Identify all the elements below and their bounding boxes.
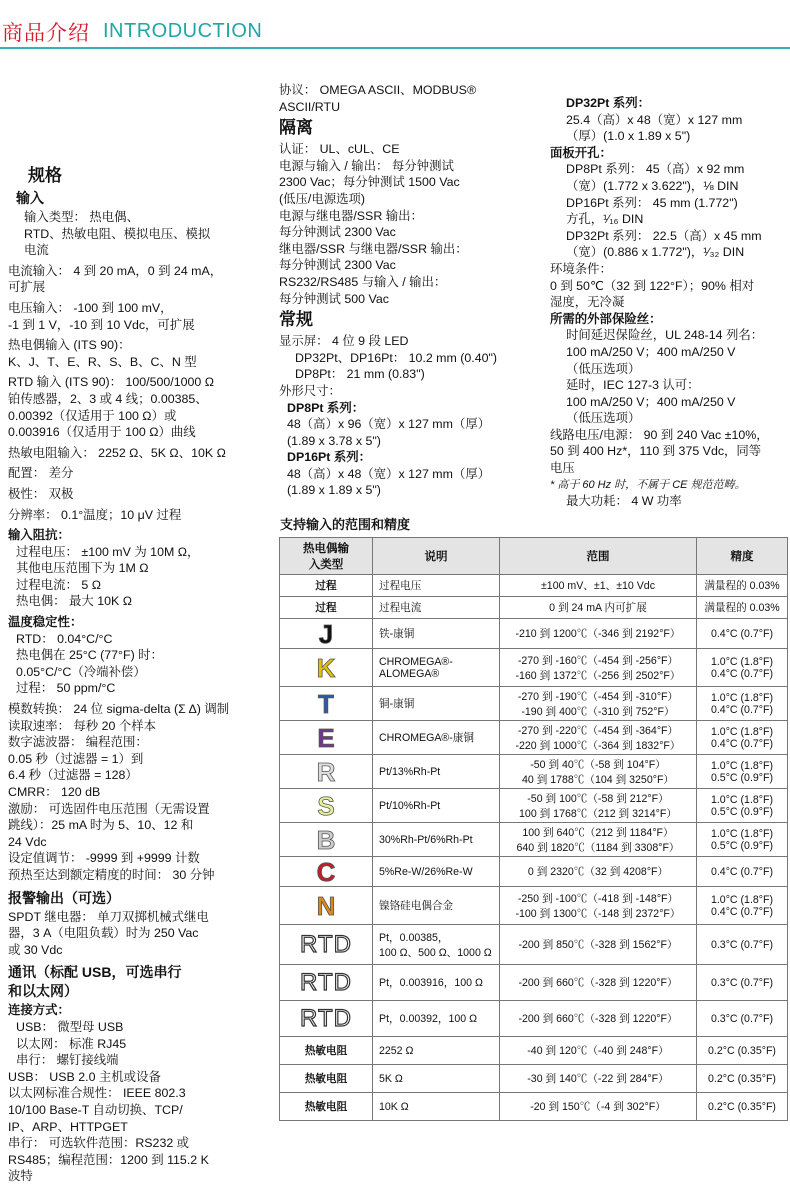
type-label: RTD <box>300 930 352 958</box>
cell-desc: 10K Ω <box>373 1093 500 1121</box>
environment: 环境条件： 0 到 50℃（32 到 122°F）；90% 相对 湿度，无冷凝 <box>550 261 755 310</box>
cell-type <box>280 965 373 1001</box>
cutout-dp8: DP8Pt 系列： 45（高）x 92 mm （宽）(1.772 x 3.622")，⅛ DIN <box>566 162 745 193</box>
table-row <box>280 857 788 887</box>
cell-desc: 30%Rh-Pt/6%Rh-Pt <box>373 823 500 857</box>
cell-range: -270 到 -220℃（-454 到 -364°F） -220 到 1000℃（-364 到 1832°F） <box>500 721 697 755</box>
certification: 认证： UL、cUL、CE <box>279 142 400 157</box>
cmrr: CMRR： 120 dB <box>8 785 101 799</box>
input-type: 输入类型： 热电偶、 RTD、热敏电阻、模拟电压、模拟 电流 <box>24 210 211 258</box>
cell-type <box>280 789 373 823</box>
cell-accuracy: 0.3°C (0.7°F) <box>697 925 788 965</box>
header-range: 范围 <box>500 538 697 575</box>
cell-range: -200 到 660℃（-328 到 1220°F） <box>500 965 697 1001</box>
thermistor-input: 热敏电阻输入： 2252 Ω、5K Ω、10K Ω <box>8 445 226 460</box>
cell-range: 100 到 640℃（212 到 1184°F） 640 到 1820℃（1184 到 3308°F） <box>500 823 697 857</box>
type-label: RTD <box>300 1004 352 1032</box>
type-label: J <box>318 618 334 649</box>
section-header <box>0 0 790 48</box>
cell-desc: 5K Ω <box>373 1065 500 1093</box>
fuse-ul: 时间延迟保险丝，UL 248-14 列名： 100 mA/250 V；400 mA/250 V （低压选项） <box>566 328 764 376</box>
display-dp8: DP8Pt： 21 mm (0.83") <box>295 367 425 382</box>
alarm-title: 报警输出（可选） <box>8 889 120 906</box>
type-label: 过程 <box>315 580 337 592</box>
cell-accuracy: 1.0°C (1.8°F) 0.4°C (0.7°F) <box>697 649 788 687</box>
cell-accuracy: 1.0°C (1.8°F) 0.4°C (0.7°F) <box>697 887 788 925</box>
input-title: 输入 <box>16 190 44 206</box>
isolation-title: 隔离 <box>279 118 313 138</box>
cell-desc: Pt/13%Rh-Pt <box>373 755 500 789</box>
cell-desc: Pt，0.00392，100 Ω <box>373 1001 500 1037</box>
cell-accuracy: 0.2°C (0.35°F) <box>697 1093 788 1121</box>
cell-desc: 过程电压 <box>373 575 500 597</box>
cell-range: -40 到 120℃（-40 到 248°F） <box>500 1037 697 1065</box>
cell-type <box>280 755 373 789</box>
type-label: R <box>316 756 336 787</box>
header-type: 热电偶输 入类型 <box>280 538 373 575</box>
configuration: 配置： 差分 <box>8 466 74 481</box>
cell-desc: 5%Re-W/26%Re-W <box>373 857 500 887</box>
footnote: * 高于 60 Hz 时，不属于 CE 规范范畴。 <box>550 478 746 491</box>
cell-type <box>280 1001 373 1037</box>
cell-accuracy: 满量程的 0.03% <box>697 575 788 597</box>
cell-type <box>280 823 373 857</box>
fuse-title: 所需的外部保险丝： <box>550 311 662 326</box>
cell-accuracy: 0.3°C (0.7°F) <box>697 965 788 1001</box>
cell-accuracy: 0.4°C (0.7°F) <box>697 619 788 649</box>
stability-title: 温度稳定性： <box>8 615 83 630</box>
isolation-relay-relay: 继电器/SSR 与继电器/SSR 输出： 每分钟测试 2300 Vac <box>279 241 468 273</box>
digital-filter: 数字滤波器： 编程范围： 0.05 秒（过滤器 = 1）到 6.4 秒（过滤器 = 128） <box>8 735 148 783</box>
type-label: S <box>317 790 335 821</box>
cutout-dp32: DP32Pt 系列： 22.5（高）x 45 mm （宽）(0.886 x 1.772")，¹⁄₃₂ DIN <box>566 228 762 260</box>
polarity: 极性： 双极 <box>8 486 74 501</box>
panel-cutout-title: 面板开孔： <box>550 145 612 160</box>
cell-range: -50 到 40℃（-58 到 104°F） 40 到 1788℃（104 到 3250°F） <box>500 755 697 789</box>
stability-rtd: RTD： 0.04°C/°C <box>16 631 113 646</box>
cell-type <box>280 721 373 755</box>
header-title-cn: 商品介绍 <box>2 21 90 45</box>
impedance-process-voltage: 过程电压： ±100 mV 为 10M Ω， 其他电压范围下为 1M Ω <box>16 544 200 576</box>
dim-dp16-title: DP16Pt 系列： <box>287 450 371 465</box>
table-row <box>280 1065 788 1093</box>
type-label: B <box>316 824 336 855</box>
adc: 模数转换： 24 位 sigma-delta (Σ Δ) 调制 <box>8 702 230 717</box>
cell-type <box>280 1093 373 1121</box>
warmup: 预热至达到额定精度的时间： 30 分钟 <box>8 867 215 882</box>
display-dp32-dp16: DP32Pt、DP16Pt： 10.2 mm (0.40") <box>295 350 498 365</box>
max-power: 最大功耗： 4 W 功率 <box>566 494 682 509</box>
table-row <box>280 575 788 597</box>
line-voltage: 线路电压/电源： 90 到 240 Vac ±10%， 50 到 400 Hz*，110 到 375 Vdc，同等 电压 <box>550 427 769 476</box>
cell-accuracy: 1.0°C (1.8°F) 0.5°C (0.9°F) <box>697 755 788 789</box>
table-row <box>280 925 788 965</box>
cell-type <box>280 597 373 619</box>
table-row <box>280 597 788 619</box>
impedance-title: 输入阻抗： <box>8 528 70 543</box>
cell-accuracy: 1.0°C (1.8°F) 0.5°C (0.9°F) <box>697 823 788 857</box>
range-accuracy-table <box>279 537 788 1121</box>
table-row <box>280 687 788 721</box>
cell-type <box>280 1037 373 1065</box>
spdt-relay: SPDT 继电器： 单刀双掷机械式继电 器，3 A（电阻负载）时为 250 Vac 或 30 Vdc <box>8 909 209 957</box>
cell-accuracy: 1.0°C (1.8°F) 0.4°C (0.7°F) <box>697 687 788 721</box>
cell-desc: Pt/10%Rh-Pt <box>373 789 500 823</box>
table-row <box>280 823 788 857</box>
cell-accuracy: 1.0°C (1.8°F) 0.5°C (0.9°F) <box>697 789 788 823</box>
impedance-process-current: 过程电流： 5 Ω <box>16 577 101 592</box>
connection-serial: 串行： 螺钉接线端 <box>16 1053 119 1068</box>
cutout-dp16: DP16Pt 系列： 45 mm (1.772") 方孔，¹⁄₁₆ DIN <box>566 195 738 227</box>
table-row <box>280 619 788 649</box>
header-accuracy: 精度 <box>697 538 788 575</box>
table-row <box>280 789 788 823</box>
impedance-thermocouple: 热电偶： 最大 10K Ω <box>16 594 132 609</box>
ethernet-compliance: 以太网标准合规性： IEEE 802.3 10/100 Base-T 自动切换、TCP/ IP、ARP、HTTPGET <box>8 1086 186 1134</box>
cell-accuracy: 0.4°C (0.7°F) <box>697 857 788 887</box>
voltage-input: 电压输入： -100 到 100 mV， -1 到 1 V，-10 到 10 Vdc，可扩展 <box>8 300 195 332</box>
cell-desc: CHROMEGA®- ALOMEGA® <box>373 649 500 687</box>
cell-accuracy: 0.2°C (0.35°F) <box>697 1037 788 1065</box>
cell-desc: CHROMEGA®-康铜 <box>373 721 500 755</box>
cell-accuracy: 0.3°C (0.7°F) <box>697 1001 788 1037</box>
cell-range: -200 到 660℃（-328 到 1220°F） <box>500 1001 697 1037</box>
dim-dp8: 48（高）x 96（宽）x 127 mm（厚） (1.89 x 3.78 x 5") <box>287 417 491 448</box>
excitation: 激励： 可选固件电压范围（无需设置 跳线）：25 mA 时为 5、10、12 和 24 Vdc <box>8 801 210 849</box>
type-label: C <box>316 856 336 887</box>
resolution: 分辨率： 0.1°温度；10 μV 过程 <box>8 507 182 522</box>
fuse-iec: 延时，IEC 127-3 认可： 100 mA/250 V；400 mA/250 V （低压选项） <box>566 378 736 426</box>
type-label: 热敏电阻 <box>304 1101 348 1113</box>
cell-type <box>280 925 373 965</box>
table-row <box>280 1037 788 1065</box>
type-label: 过程 <box>315 602 337 614</box>
cell-accuracy: 满量程的 0.03% <box>697 597 788 619</box>
table-row <box>280 1001 788 1037</box>
header-divider <box>0 47 790 49</box>
cell-type <box>280 575 373 597</box>
table-title: 支持输入的范围和精度 <box>280 518 411 533</box>
connection-ethernet: 以太网： 标准 RJ45 <box>16 1036 127 1051</box>
thermocouple-input: 热电偶输入 (ITS 90)： K、J、T、E、R、S、B、C、N 型 <box>8 338 197 369</box>
comm-title: 通讯（标配 USB，可选串行 和以太网） <box>8 964 182 1000</box>
dim-dp16: 48（高）x 48（宽）x 127 mm（厚） (1.89 x 1.89 x 5") <box>287 466 491 498</box>
current-input: 电流输入： 4 到 20 mA，0 到 24 mA， 可扩展 <box>8 263 223 295</box>
cell-type <box>280 887 373 925</box>
dim-dp32: 25.4（高）x 48（宽）x 127 mm （厚）(1.0 x 1.89 x 5") <box>566 112 743 144</box>
dim-dp32-title: DP32Pt 系列： <box>566 96 650 110</box>
cell-desc: 镍铬硅电偶合金 <box>373 887 500 925</box>
cell-range: -270 到 -160℃（-454 到 -256°F） -160 到 1372℃（-256 到 2502°F） <box>500 649 697 687</box>
display: 显示屏： 4 位 9 段 LED <box>279 334 409 349</box>
spec-title: 规格 <box>28 166 62 185</box>
table-row <box>280 755 788 789</box>
isolation-rs232-io: RS232/RS485 与输入 / 输出： 每分钟测试 500 Vac <box>279 274 447 306</box>
type-label: 热敏电阻 <box>304 1073 348 1085</box>
cell-type <box>280 857 373 887</box>
cell-range: -200 到 850℃（-328 到 1562°F） <box>500 925 697 965</box>
cell-range: -50 到 100℃（-58 到 212°F） 100 到 1768℃（212 到 3214°F） <box>500 789 697 823</box>
type-label: E <box>317 722 335 753</box>
cell-type <box>280 1065 373 1093</box>
table-row <box>280 965 788 1001</box>
cell-accuracy: 1.0°C (1.8°F) 0.4°C (0.7°F) <box>697 721 788 755</box>
stability-process: 过程： 50 ppm/°C <box>16 681 116 696</box>
cell-desc: 过程电流 <box>373 597 500 619</box>
isolation-power-relay: 电源与继电器/SSR 输出： 每分钟测试 2300 Vac <box>279 208 423 240</box>
type-label: RTD <box>300 968 352 996</box>
dimensions-title: 外形尺寸： <box>279 383 341 398</box>
cell-accuracy: 0.2°C (0.35°F) <box>697 1065 788 1093</box>
isolation-power-io: 电源与输入 / 输出： 每分钟测试 2300 Vac；每分钟测试 1500 Vac (低压/电源选项) <box>279 158 460 206</box>
cell-type <box>280 619 373 649</box>
cell-desc: 铁-康铜 <box>373 619 500 649</box>
serial: 串行： 可选软件范围：RS232 或 RS485；编程范围：1200 到 115.2 K 波特 <box>8 1136 209 1184</box>
table-row <box>280 1093 788 1121</box>
type-label: K <box>316 652 336 683</box>
type-label: 热敏电阻 <box>304 1045 348 1057</box>
cell-range: -250 到 -100℃（-418 到 -148°F） -100 到 1300℃（-148 到 2372°F） <box>500 887 697 925</box>
type-label: T <box>318 688 334 719</box>
setpoint: 设定值调节： -9999 到 +9999 计数 <box>8 851 200 866</box>
cell-range: 0 到 24 mA 内可扩展 <box>500 597 697 619</box>
table-body <box>280 575 788 1121</box>
cell-desc: 2252 Ω <box>373 1037 500 1065</box>
header-title-en: INTRODUCTION <box>103 20 263 42</box>
cell-range: -30 到 140℃（-22 到 284°F） <box>500 1065 697 1093</box>
cell-type <box>280 687 373 721</box>
read-rate: 读取速率： 每秒 20 个样本 <box>8 718 157 733</box>
dim-dp8-title: DP8Pt 系列： <box>287 400 365 415</box>
type-label: N <box>316 890 336 921</box>
cell-desc: 铜-康铜 <box>373 687 500 721</box>
connection-title: 连接方式： <box>8 1003 70 1018</box>
connection-usb: USB： 微型母 USB <box>16 1019 124 1034</box>
stability-thermocouple: 热电偶在 25°C (77°F) 时： 0.05°C/°C（冷端补偿） <box>16 648 163 679</box>
spec-right-column <box>550 95 788 510</box>
cell-range: -210 到 1200℃（-346 到 2192°F） <box>500 619 697 649</box>
table-row <box>280 649 788 687</box>
table-row <box>280 887 788 925</box>
rtd-input: RTD 输入 (ITS 90)： 100/500/1000 Ω 铂传感器，2、3 或 4 线；0.00385、 0.00392（仅适用于 100 Ω）或 0.003916（仅适用于 100 Ω）曲线 <box>8 375 214 440</box>
cell-range: ±100 mV、±1、±10 Vdc <box>500 575 697 597</box>
table-header-row <box>280 538 788 575</box>
cell-desc: Pt，0.00385， 100 Ω、500 Ω、1000 Ω <box>373 925 500 965</box>
cell-range: 0 到 2320℃（32 到 4208°F） <box>500 857 697 887</box>
cell-range: -20 到 150℃（-4 到 302°F） <box>500 1093 697 1121</box>
cell-range: -270 到 -190℃（-454 到 -310°F） -190 到 400℃（-310 到 752°F） <box>500 687 697 721</box>
spec-left-column <box>8 163 270 1185</box>
table-row <box>280 721 788 755</box>
header-desc: 说明 <box>373 538 500 575</box>
usb: USB： USB 2.0 主机或设备 <box>8 1069 161 1084</box>
protocol: 协议： OMEGA ASCII、MODBUS® ASCII/RTU <box>279 83 477 114</box>
spec-middle-column <box>279 82 549 499</box>
cell-type <box>280 649 373 687</box>
general-title: 常规 <box>279 310 313 330</box>
cell-desc: Pt，0.003916，100 Ω <box>373 965 500 1001</box>
